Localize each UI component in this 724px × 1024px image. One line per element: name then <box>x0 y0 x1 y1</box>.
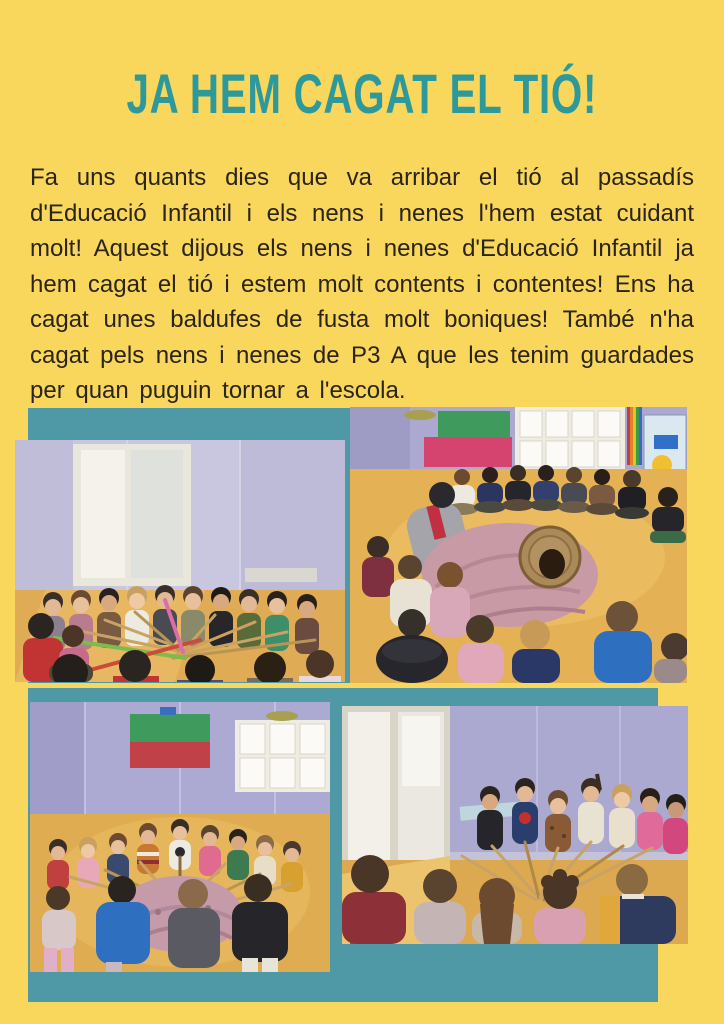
window <box>342 706 450 874</box>
cube-shelf <box>515 407 625 471</box>
page-title-text: JA HEM CAGAT EL TIÓ! <box>126 62 598 125</box>
window <box>73 444 191 586</box>
photo-top-right <box>350 407 687 683</box>
rainbow-sticks <box>627 407 642 465</box>
page-title <box>0 62 724 137</box>
photo-top-left <box>15 440 345 682</box>
storage-cube <box>130 707 210 768</box>
basket <box>404 410 436 420</box>
cube-shelf <box>235 711 330 792</box>
article-paragraph: Fa uns quants dies que va arribar el tió al passadís d'Educació Infantil i els nens i nenes l'hem estat cuidant molt! Aquest dijous els nens i nenes d'Educació Infantil ja hem cagat el tió i estem molt contents i contentes! Ens ha cagat unes baldufes de fusta molt boniques! També n'ha cagat pels nens i nenes de P3 A que les tenim guardades per quan puguin tornar a l'escola. <box>30 164 694 404</box>
photo-bottom-left <box>30 702 330 972</box>
classroom-scene-tio-circle <box>350 407 687 683</box>
classroom-scene-window-circle <box>342 706 688 944</box>
radiator <box>245 568 317 582</box>
classroom-scene-toddlers-tio <box>30 702 330 972</box>
classroom-scene-sticks-circle <box>15 440 345 682</box>
baseboard <box>450 852 688 860</box>
photo-bottom-right <box>342 706 688 944</box>
